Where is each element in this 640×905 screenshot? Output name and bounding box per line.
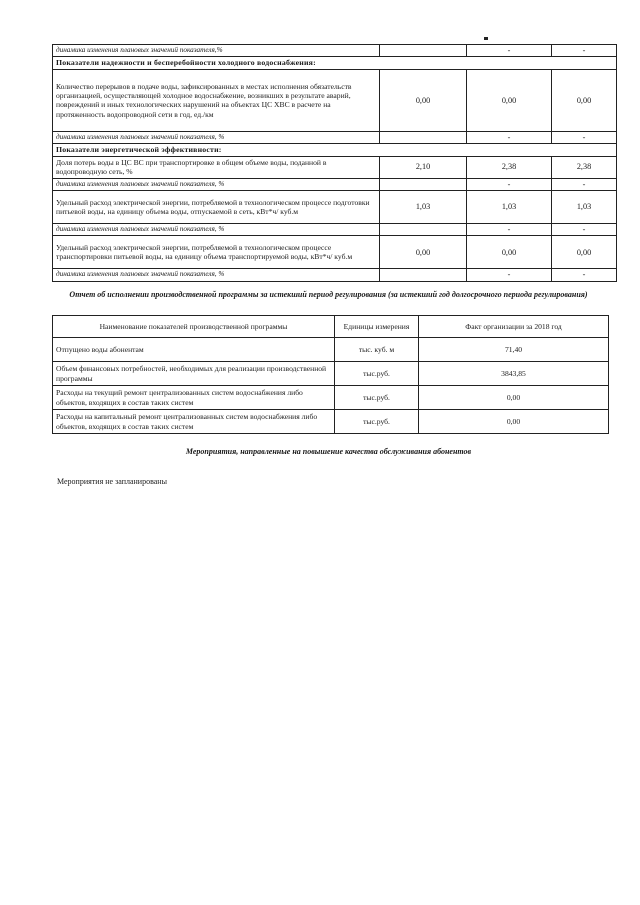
value-cell bbox=[380, 45, 467, 57]
value-cell: 2,38 bbox=[552, 156, 617, 178]
indicator-label: Количество перерывов в подаче воды, зафиксированных в местах исполнения обязательств организацией, осуществляющей холодное водоснабжение, возникших в результате аварий, повреждений и иных технологических нарушений на объектах ЦС ХВС в расчете на протяженность водопроводной сети в год, ед./км bbox=[53, 69, 380, 131]
value-cell: - bbox=[552, 178, 617, 190]
row-value: 71,40 bbox=[419, 338, 609, 362]
value-cell: 0,00 bbox=[467, 236, 552, 269]
program-report-table bbox=[52, 315, 609, 434]
table-row bbox=[53, 362, 609, 386]
section-title-energy: Показатели энергетической эффективности: bbox=[53, 144, 617, 156]
value-cell bbox=[380, 131, 467, 143]
value-cell bbox=[380, 178, 467, 190]
table-row bbox=[53, 45, 617, 57]
value-cell: - bbox=[552, 131, 617, 143]
value-cell: 1,03 bbox=[552, 191, 617, 224]
column-header-name: Наименование показателей производственной программы bbox=[53, 316, 335, 338]
table-row bbox=[53, 338, 609, 362]
value-cell: - bbox=[467, 269, 552, 281]
value-cell: 1,03 bbox=[380, 191, 467, 224]
value-cell: - bbox=[467, 224, 552, 236]
row-unit: тыс.руб. bbox=[335, 362, 419, 386]
indicators-table bbox=[52, 44, 617, 282]
column-header-fact: Факт организации за 2018 год bbox=[419, 316, 609, 338]
dynamics-label: динамика изменения плановых значений показателя, % bbox=[53, 178, 380, 190]
table-row bbox=[53, 236, 617, 269]
table-header-row bbox=[53, 316, 609, 338]
value-cell bbox=[380, 224, 467, 236]
row-name: Расходы на текущий ремонт централизованных систем водоснабжения либо объектов, входящих в состав таких систем bbox=[53, 386, 335, 410]
row-value: 0,00 bbox=[419, 386, 609, 410]
value-cell: 0,00 bbox=[380, 69, 467, 131]
value-cell: 0,00 bbox=[552, 69, 617, 131]
dynamics-label: динамика изменения плановых значений показателя, % bbox=[53, 224, 380, 236]
row-name: Отпущено воды абонентам bbox=[53, 338, 335, 362]
value-cell: 1,03 bbox=[467, 191, 552, 224]
value-cell: 2,38 bbox=[467, 156, 552, 178]
dynamics-label: динамика изменения плановых значений показателя, % bbox=[53, 269, 380, 281]
row-value: 0,00 bbox=[419, 410, 609, 434]
scan-mark bbox=[484, 37, 488, 40]
value-cell: - bbox=[467, 131, 552, 143]
column-header-unit: Единицы измерения bbox=[335, 316, 419, 338]
row-unit: тыс.руб. bbox=[335, 410, 419, 434]
value-cell bbox=[380, 269, 467, 281]
row-unit: тыс.руб. bbox=[335, 386, 419, 410]
value-cell: - bbox=[552, 45, 617, 57]
report-heading: Отчет об исполнении производственной программы за истекший период регулирования (за истекший год долгосрочного периода регулирования) bbox=[69, 290, 588, 299]
value-cell: 2,10 bbox=[380, 156, 467, 178]
value-cell: 0,00 bbox=[552, 236, 617, 269]
row-name: Объем финансовых потребностей, необходимых для реализации производственной программы bbox=[53, 362, 335, 386]
table-row bbox=[53, 191, 617, 224]
value-cell: 0,00 bbox=[467, 69, 552, 131]
value-cell: - bbox=[552, 269, 617, 281]
table-row bbox=[53, 69, 617, 131]
indicator-label: Удельный расход электрической энергии, потребляемой в технологическом процессе подготовки питьевой воды, на единицу объема воды, отпускаемой в сеть, кВт*ч/ куб.м bbox=[53, 191, 380, 224]
value-cell: - bbox=[467, 178, 552, 190]
table-row bbox=[53, 131, 617, 143]
indicator-label: Удельный расход электрической энергии, потребляемой в технологическом процессе транспортировки питьевой воды, на единицу объема транспортируемой воды, кВт*ч/ куб.м bbox=[53, 236, 380, 269]
section-row bbox=[53, 144, 617, 156]
row-name: Расходы на капитальный ремонт централизованных систем водоснабжения либо объектов, входящих в состав таких систем bbox=[53, 410, 335, 434]
indicator-label: Доля потерь воды в ЦС ВС при транспортировке в общем объеме воды, поданной в водопроводную сеть, % bbox=[53, 156, 380, 178]
table-row bbox=[53, 178, 617, 190]
section-row bbox=[53, 57, 617, 69]
measures-heading: Мероприятия, направленные на повышение качества обслуживания абонентов bbox=[185, 447, 472, 456]
table-row bbox=[53, 224, 617, 236]
dynamics-label: динамика изменения плановых значений показателя,% bbox=[53, 45, 380, 57]
section-title-reliability: Показатели надежности и бесперебойности холодного водоснабжения: bbox=[53, 57, 617, 69]
table-row bbox=[53, 410, 609, 434]
dynamics-label: динамика изменения плановых значений показателя, % bbox=[53, 131, 380, 143]
row-value: 3843,85 bbox=[419, 362, 609, 386]
value-cell: - bbox=[467, 45, 552, 57]
table-row bbox=[53, 269, 617, 281]
value-cell: 0,00 bbox=[380, 236, 467, 269]
value-cell: - bbox=[552, 224, 617, 236]
table-row bbox=[53, 156, 617, 178]
table-row bbox=[53, 386, 609, 410]
measures-note: Мероприятия не запланированы bbox=[57, 477, 167, 486]
row-unit: тыс. куб. м bbox=[335, 338, 419, 362]
